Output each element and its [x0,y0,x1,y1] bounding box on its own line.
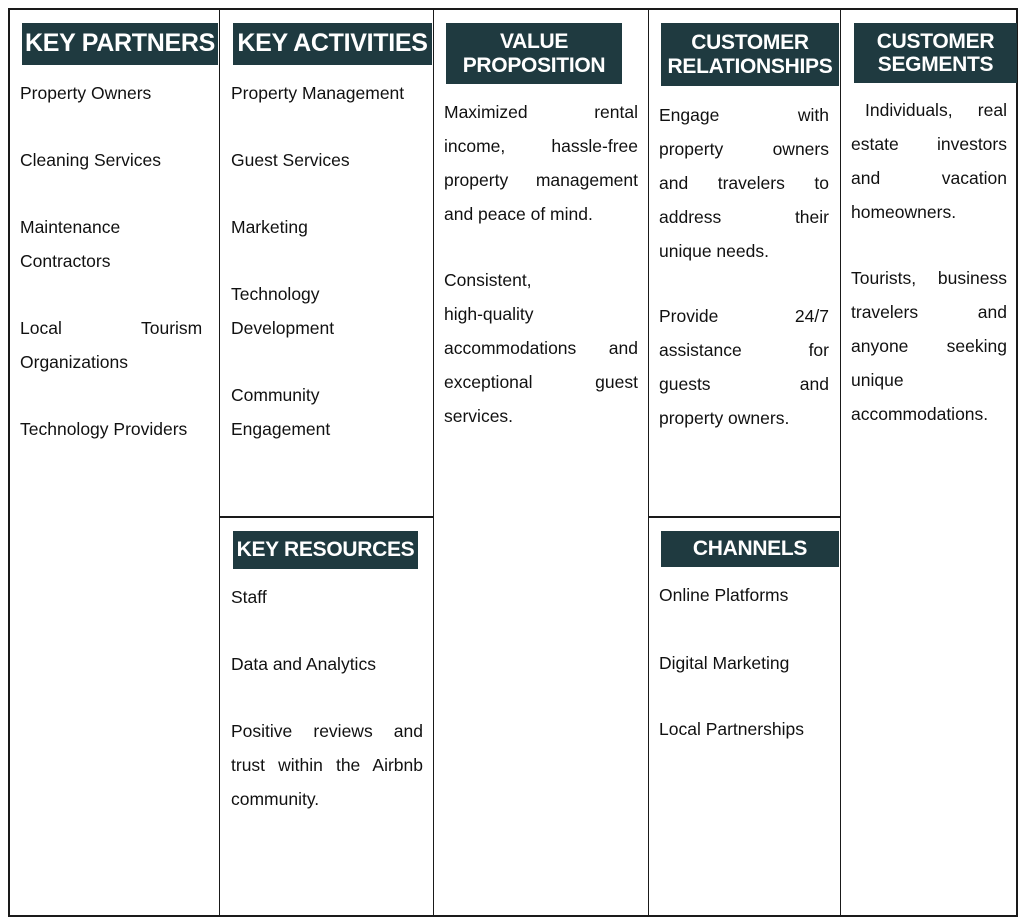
text-line: guests and [659,374,829,394]
text-line: estate investors [851,134,1007,154]
list-item: Maintenance [20,217,121,237]
customer-relationships-header [661,23,839,86]
list-item: Engagement [231,419,331,439]
customer-relationships-paragraph [659,98,829,268]
text-line: accommodations and [444,338,638,358]
text-line: property management [444,170,638,190]
key-resources-header: KEY RESOURCES [233,531,418,569]
list-item: Data and Analytics [231,654,376,674]
divider-activities-resources [220,516,434,518]
list-item: Organizations [20,352,128,372]
text-line: unique [851,370,904,390]
list-item: Technology [231,284,320,304]
text-line: Positive reviews and [231,721,423,741]
text-line: high-quality [444,304,534,324]
list-item: Online Platforms [659,585,789,605]
list-item: Tourism [141,318,203,338]
list-item: Guest Services [231,150,350,170]
header-line: VALUE [499,30,569,54]
customer-segments-header [854,23,1017,83]
text-line: Tourists, business [851,268,1007,288]
text-line: anyone seeking [851,336,1007,356]
list-item: Property Management [231,83,405,103]
value-proposition-paragraph [444,263,638,433]
text-line: property owners. [659,408,790,428]
list-item: Local [20,318,62,338]
text-line: exceptional guest [444,372,638,392]
text-line: travelers and [851,302,1007,322]
text-line: community. [231,789,320,809]
text-line: trust within the Airbnb [231,755,423,775]
text-line: assistance for [659,340,829,360]
header-line: CUSTOMER [876,29,995,53]
text-line: and travelers to [659,173,829,193]
key-activities-header: KEY ACTIVITIES [233,23,432,65]
list-item: Local Partnerships [659,719,804,739]
list-item: Contractors [20,251,111,271]
text-line: homeowners. [851,202,957,222]
text-line: Individuals, real [865,100,1007,120]
value-proposition-header [446,23,622,84]
text-line: and vacation [851,168,1007,188]
text-line: income, hassle-free [444,136,638,156]
text-line: Provide 24/7 [659,306,829,326]
list-item: Digital Marketing [659,653,790,673]
header-line: PROPOSITION [462,53,606,77]
header-line: CUSTOMER [691,31,809,55]
text-line: address their [659,207,829,227]
customer-relationships-paragraph [659,299,829,435]
list-item: Technology Providers [20,419,188,439]
customer-segments-paragraph [851,93,1007,229]
channels-header: CHANNELS [661,531,839,567]
list-item: Development [231,318,335,338]
key-partners-header: KEY PARTNERS [22,23,218,65]
list-item: Community [231,385,320,405]
divider-relationships-channels [649,516,841,518]
header-line: RELATIONSHIPS [667,54,833,78]
text-line: accommodations. [851,404,989,424]
list-item: Staff [231,587,267,607]
text-line: Engage with [659,105,829,125]
list-item: Property Owners [20,83,152,103]
text-line: and peace of mind. [444,204,593,224]
text-line: services. [444,406,514,426]
key-resources-paragraph [231,714,423,816]
header-line: SEGMENTS [877,53,994,76]
customer-segments-paragraph [851,261,1007,431]
text-line: Maximized rental [444,102,638,122]
text-line: Consistent, [444,270,532,290]
value-proposition-paragraph [444,95,638,231]
text-line: unique needs. [659,241,769,261]
list-item: Marketing [231,217,308,237]
list-item: Cleaning Services [20,150,162,170]
text-line: property owners [659,139,829,159]
